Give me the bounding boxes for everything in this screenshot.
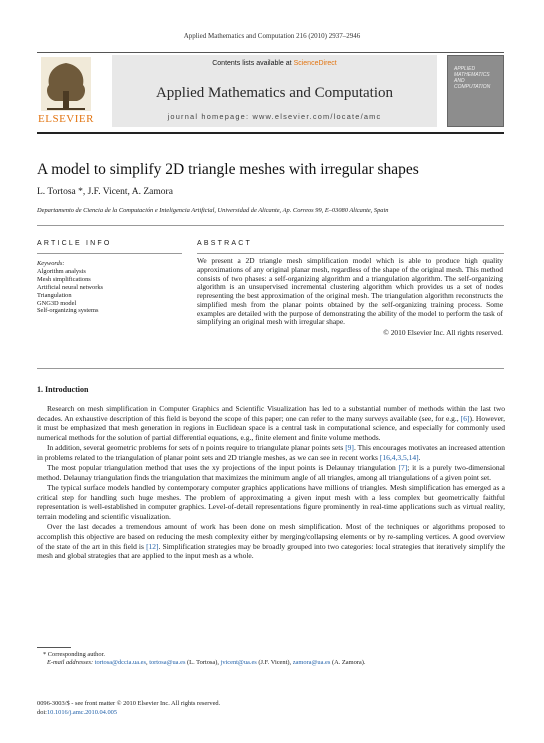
cover-line: AND (454, 78, 465, 84)
text-span: In addition, several geometric problems for sets of n points require to triangulate planar points sets (47, 443, 346, 453)
contents-line (112, 60, 437, 67)
cover-line: COMPUTATION (454, 84, 491, 90)
footnote-rule (37, 647, 71, 648)
cover-text (454, 66, 490, 90)
keywords-label: Keywords: (37, 260, 65, 267)
front-matter (37, 700, 220, 717)
cover-line: MATHEMATICS (454, 72, 490, 78)
journal-title: Applied Mathematics and Computation (155, 85, 394, 101)
elsevier-logo (37, 55, 95, 127)
article-info-heading: ARTICLE INFO (37, 240, 112, 247)
citation-link[interactable]: [9] (345, 443, 354, 453)
header-rule (37, 52, 504, 53)
article-info-rule (37, 253, 182, 254)
paragraph (37, 522, 505, 561)
contents-prefix: Contents lists available at (212, 60, 294, 67)
section-heading: 1. Introduction (37, 385, 89, 394)
keyword: GNG3D model (37, 299, 77, 307)
text-span: (A. Zamora). (330, 659, 366, 667)
paragraph (37, 463, 505, 482)
affiliation: Departamento de Ciencia de la Computación e Inteligencia Artificial, Universidad de Alicante, Ap. Correos 99, E–03080 Alicante, Spain (37, 207, 389, 214)
doi-line (37, 709, 220, 718)
paragraph (37, 404, 505, 443)
text-span: Research on mesh simplification in Computer Graphics and Scientific Visualization has led to a substantial number of methods within the last two decades. An exhaustive description of this field is beyond the scope of this paper; one can refer to the many surveys available (see, for e.g., (37, 404, 505, 423)
authors: L. Tortosa *, J.F. Vicent, A. Zamora (37, 187, 173, 197)
title-rule (37, 225, 504, 226)
text-span: ). However, it must be emphasized that mesh generation in regions in Euclidean space is a central task in computational science, and especially for commonly used numerical methods for the solution of partial differential equations, e.g., finite element and finite volume methods. (37, 413, 505, 442)
body-text (37, 404, 505, 561)
abstract-text: We present a 2D triangle mesh simplification model which is able to produce high quality approximations of any original planar mesh, regardless of the shape of the original mesh. This method consists of two phases: a self-organizing algorithm and a triangulation algorithm. The self-organizing algorithm is an unsupervised incremental clustering algorithm which provides us a set of nodes representing the best approximation of the original mesh. The triangulation algorithm reconstructs the simplified mesh from the planar points obtained by the self-organizing training process. Some examples are detailed with the purpose of demonstrating the ability of the model to perform the task of simplifying an original mesh with irregular shape. (197, 256, 503, 327)
email-link[interactable]: jvicent@ua.es (220, 659, 257, 667)
publisher-wordmark: ELSEVIER (38, 113, 94, 125)
citation-link[interactable]: [16,4,3,5,14] (379, 452, 419, 462)
text-span: Over the last decades a tremendous amount of work has been done on mesh simplification. Most of the techniques or algorithms proposed to accomplish this objective are based on reducing the mesh complexity either by merging/collapsing elements or by re-sampling vertices. A good overview of the state of the art in this field is (37, 522, 505, 551)
abstract (197, 257, 503, 338)
citation-link[interactable]: [6] (460, 413, 470, 423)
text-span: The most popular triangulation method that uses the xy projections of the input points is Delaunay triangulation (47, 463, 399, 473)
text-span: (J.F. Vicent), (256, 659, 293, 667)
text-span: . Simplification strategies may be broadly grouped into two categories: local strategies that iteratively simplify the mesh and global strategies that are applied to the input mesh as a whole. (37, 541, 506, 561)
email-link[interactable]: zamora@ua.es (292, 659, 331, 667)
footnote (37, 651, 365, 668)
text-span: (L. Tortosa), (185, 659, 221, 667)
copyright: © 2010 Elsevier Inc. All rights reserved. (383, 328, 503, 337)
journal-masthead (112, 55, 437, 127)
sciencedirect-link[interactable]: ScienceDirect (293, 60, 337, 67)
keyword: Mesh simplifications (37, 275, 91, 283)
keyword: Artificial neural networks (37, 283, 104, 291)
text-span: ; it is a purely two-dimensional method. Delaunay triangulation finds the triangulation that maximizes the minimum angle of all triangles, among all triangulations of a given point set. (37, 463, 505, 482)
keywords (37, 260, 103, 315)
paragraph (37, 443, 505, 462)
text-span: , (146, 659, 150, 667)
text-span: doi: (37, 708, 47, 716)
email-link[interactable]: tortosa@dccia.ua.es (94, 659, 146, 667)
keyword: Triangulation (37, 291, 72, 299)
email-line (37, 659, 365, 667)
masthead-rule (37, 132, 504, 134)
paragraph: The typical surface models handled by contemporary computer graphics applications have millions of triangles. Mesh simplification has emerged as a critical step for handling such huge meshes. The problem of approximating a given input mesh with a less complex but geometrically faithful representation is well-established in computer graphics. Level-of-detail representations figure prominently in real-time applications such as virtual reality, terrain modeling and scientific visualization. (37, 483, 505, 521)
journal-homepage[interactable]: journal homepage: www.elsevier.com/locate/amc (167, 112, 382, 121)
citation-link[interactable]: [7] (398, 463, 408, 473)
email-label: E-mail addresses: (47, 659, 95, 667)
journal-cover (447, 55, 504, 127)
issn-line: 0096-3003/$ - see front matter © 2010 Elsevier Inc. All rights reserved. (37, 700, 221, 707)
citation-link[interactable]: [12] (146, 541, 159, 551)
text-span: . (418, 452, 421, 462)
cover-line: APPLIED (454, 66, 476, 72)
doi-link[interactable]: 10.1016/j.amc.2010.04.005 (46, 708, 118, 716)
keyword: Algorithm analysis (37, 267, 86, 275)
abstract-rule (197, 253, 504, 254)
paper-title: A model to simplify 2D triangle meshes with irregular shapes (37, 161, 419, 178)
keyword: Self-organizing systems (37, 307, 99, 315)
text-span: . This encourages motivates an increased attention in problems related to the triangulation of planar point sets and 2D triangle meshes, as we can see in recent works (37, 443, 505, 462)
running-header: Applied Mathematics and Computation 216 (2010) 2937–2946 (183, 32, 361, 40)
abstract-heading: ABSTRACT (197, 240, 252, 247)
email-link[interactable]: tortosa@ua.es (149, 659, 186, 667)
abstract-bottom-rule (37, 368, 504, 369)
corresponding-author: * Corresponding author. (43, 651, 105, 658)
